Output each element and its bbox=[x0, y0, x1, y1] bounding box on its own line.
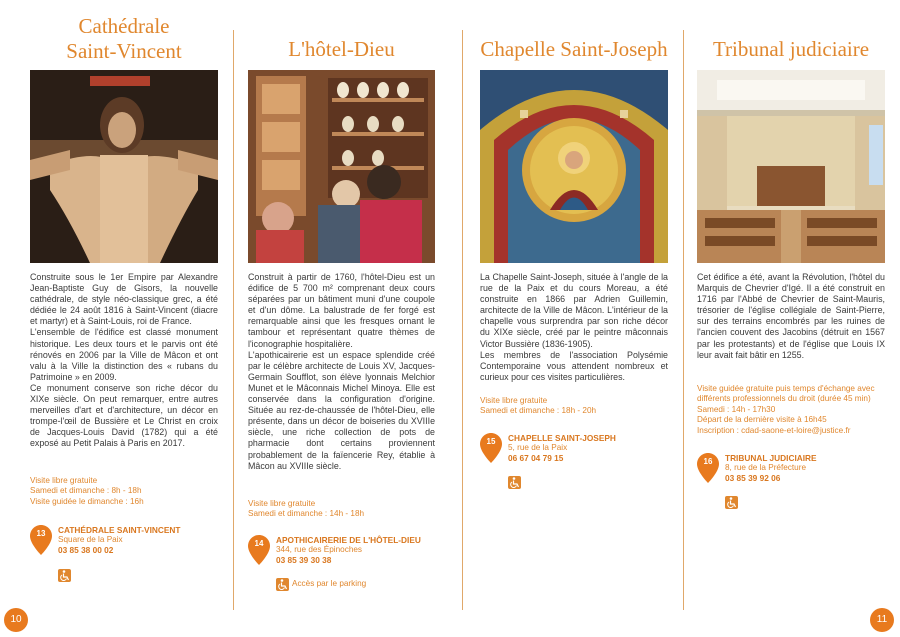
title-line: L'hôtel-Dieu bbox=[288, 37, 395, 61]
info-line: Visite libre gratuite bbox=[480, 396, 548, 405]
location-name: APOTHICAIRERIE DE L'HÔTEL-DIEU bbox=[276, 535, 421, 545]
pharmacy-photo bbox=[248, 70, 435, 263]
location-name: CHAPELLE SAINT-JOSEPH bbox=[508, 433, 616, 443]
wheelchair-accessible-icon bbox=[58, 569, 71, 582]
map-pin-icon bbox=[248, 535, 270, 565]
location-address: Square de la Paix bbox=[58, 535, 123, 544]
paragraph: Les membres de l'association Polysémie Contemporaine vous attendent nombreux et curieux pour ces visites particulières. bbox=[480, 349, 668, 382]
title-line: Chapelle Saint-Joseph bbox=[480, 37, 668, 61]
column-divider bbox=[233, 30, 234, 610]
pin-number: 13 bbox=[36, 529, 46, 538]
column-chapelle bbox=[480, 0, 668, 637]
info-line: Samedi et dimanche : 8h - 18h bbox=[30, 486, 142, 496]
chapel-fresco-photo bbox=[480, 70, 668, 263]
parking-note: Accès par le parking bbox=[292, 579, 367, 588]
info-line: Départ de la dernière visite à 16h45 bbox=[697, 415, 827, 425]
info-line: Samedi et dimanche : 18h - 20h bbox=[480, 406, 597, 416]
info-line: Visite libre gratuite bbox=[30, 476, 98, 485]
paragraph: L'apothicairerie est un espace splendide créé par le célèbre architecte de Louis XV, Jacques-Germain Soufflot, son élève lyonnais Melchior Munet et le Mâconnais Michel Minoya. Elle est conservée dans la configuration d'origine. Située au rez-de-chaussée de l'hôtel-Dieu, elle présente, dans un décor de boiseries du XVIIIe siècle, une riche collection de pots de pharmacie dont certains proviennent probablement de la faïencerie Rey, établie à Mâcon au XVIIIe siècle. bbox=[248, 349, 435, 471]
section-title bbox=[30, 14, 218, 64]
info-line: Visite guidée gratuite puis temps d'échange avec différents professionnels du droit (durée 45 min) bbox=[697, 384, 875, 404]
wheelchair-accessible-icon bbox=[508, 476, 521, 489]
page-number-left: 10 bbox=[4, 608, 28, 632]
pin-number: 16 bbox=[703, 457, 713, 466]
location-address: 5, rue de la Paix bbox=[508, 443, 568, 452]
description bbox=[697, 272, 885, 361]
crucifix-photo bbox=[30, 70, 218, 263]
paragraph: Cet édifice a été, avant la Révolution, l'hôtel du Marquis de Chevrier d'Igé. Il a été construit en 1716 par l'Abbé de Chevrier de Saint-Mauris, trésorier de l'église collégiale de Saint-Pierre, sur des terrains encombrés par les ruines de l'ancien couvent des Jacobins (détruit en 1567 par les protestants) et de l'église que Louis IX leur avait fait bâtir en 1255. bbox=[697, 272, 885, 360]
title-line: Saint-Vincent bbox=[66, 39, 182, 63]
column-divider bbox=[683, 30, 684, 610]
paragraph: Construit à partir de 1760, l'hôtel-Dieu est un édifice de 5 700 m² comprenant deux cours séparées par un bâtiment muni d'une coupole et d'un dôme. La balustrade de fer forgé est remarquable ainsi que les fresques ornant le tambour et représentant quatre thèmes de l'iconographie hospitalière. bbox=[248, 272, 435, 349]
wheelchair-accessible-icon bbox=[276, 578, 289, 591]
info-line: Visite libre gratuite bbox=[248, 499, 316, 508]
map-pin-icon bbox=[697, 453, 719, 483]
column-tribunal bbox=[697, 0, 885, 637]
location-name: TRIBUNAL JUDICIAIRE bbox=[725, 453, 817, 463]
visit-info bbox=[30, 476, 218, 507]
courtroom-photo bbox=[697, 70, 885, 263]
location-phone[interactable]: 03 85 38 00 02 bbox=[58, 545, 114, 555]
map-pin-icon bbox=[480, 433, 502, 463]
page-number-right: 11 bbox=[870, 608, 894, 632]
paragraph: Ce monument conserve son riche décor du XIXe siècle. On peut remarquer, entre autres merveilles d'art et d'architecture, un décor en trompe-l'œil de Bussière et Le Christ en croix de Jacques-Louis David (1782) qui a été exposé au Petit Palais à Paris en 2017. bbox=[30, 382, 218, 449]
visit-info bbox=[697, 384, 885, 436]
title-line: Tribunal judiciaire bbox=[712, 37, 870, 61]
paragraph: L'ensemble de l'édifice est classé monument historique. Les deux tours et le parvis ont été rénovés en 2006 par la Ville de Mâcon et ont valu à la Ville la distinction des « rubans du Patrimoine » en 2009. bbox=[30, 327, 218, 382]
location-phone[interactable]: 03 85 39 30 38 bbox=[276, 555, 332, 565]
wheelchair-accessible-icon bbox=[725, 496, 738, 509]
pin-number: 14 bbox=[254, 539, 264, 548]
column-divider bbox=[462, 30, 463, 610]
info-line: Samedi : 14h - 17h30 bbox=[697, 404, 776, 414]
map-pin-icon bbox=[30, 525, 52, 555]
section-title bbox=[697, 37, 885, 62]
pin-number: 15 bbox=[486, 437, 496, 446]
info-line: Visite guidée le dimanche : 16h bbox=[30, 496, 144, 506]
paragraph: Construite sous le 1er Empire par Alexandre Jean-Baptiste Guy de Gisors, la nouvelle cathédrale, de style néo-classique grec, a été dédiée le 24 août 1816 à Saint-Vincent (diacre et martyr) et à Saint-Louis, roi de France. bbox=[30, 272, 218, 327]
location-phone[interactable]: 06 67 04 79 15 bbox=[508, 453, 564, 463]
visit-info bbox=[480, 396, 668, 417]
visit-info bbox=[248, 499, 435, 520]
column-cathedrale bbox=[30, 0, 218, 637]
description bbox=[248, 272, 435, 472]
section-title bbox=[480, 37, 668, 62]
title-line: Cathédrale bbox=[78, 14, 170, 38]
paragraph: La Chapelle Saint-Joseph, située à l'angle de la rue de la Paix et du cours Moreau, a été construite en 1866 par Adrien Guillemin, architecte de la Ville de Mâcon. L'intérieur de la chapelle vous surprendra par son riche décor du XIXe siècle, créé par le peintre mâconnais Victor Bussière (1836-1905). bbox=[480, 272, 668, 349]
location-name: CATHÉDRALE SAINT-VINCENT bbox=[58, 525, 181, 535]
section-title bbox=[248, 37, 435, 62]
location-address: 344, rue des Épinoches bbox=[276, 545, 363, 554]
info-line: Samedi et dimanche : 14h - 18h bbox=[248, 509, 365, 519]
description bbox=[30, 272, 218, 450]
description bbox=[480, 272, 668, 383]
location-phone[interactable]: 03 85 39 92 06 bbox=[725, 473, 781, 483]
info-line[interactable]: Inscription : cdad-saone-et-loire@justice.fr bbox=[697, 425, 851, 435]
column-hotel-dieu bbox=[248, 0, 435, 637]
location-address: 8, rue de la Préfecture bbox=[725, 463, 807, 472]
